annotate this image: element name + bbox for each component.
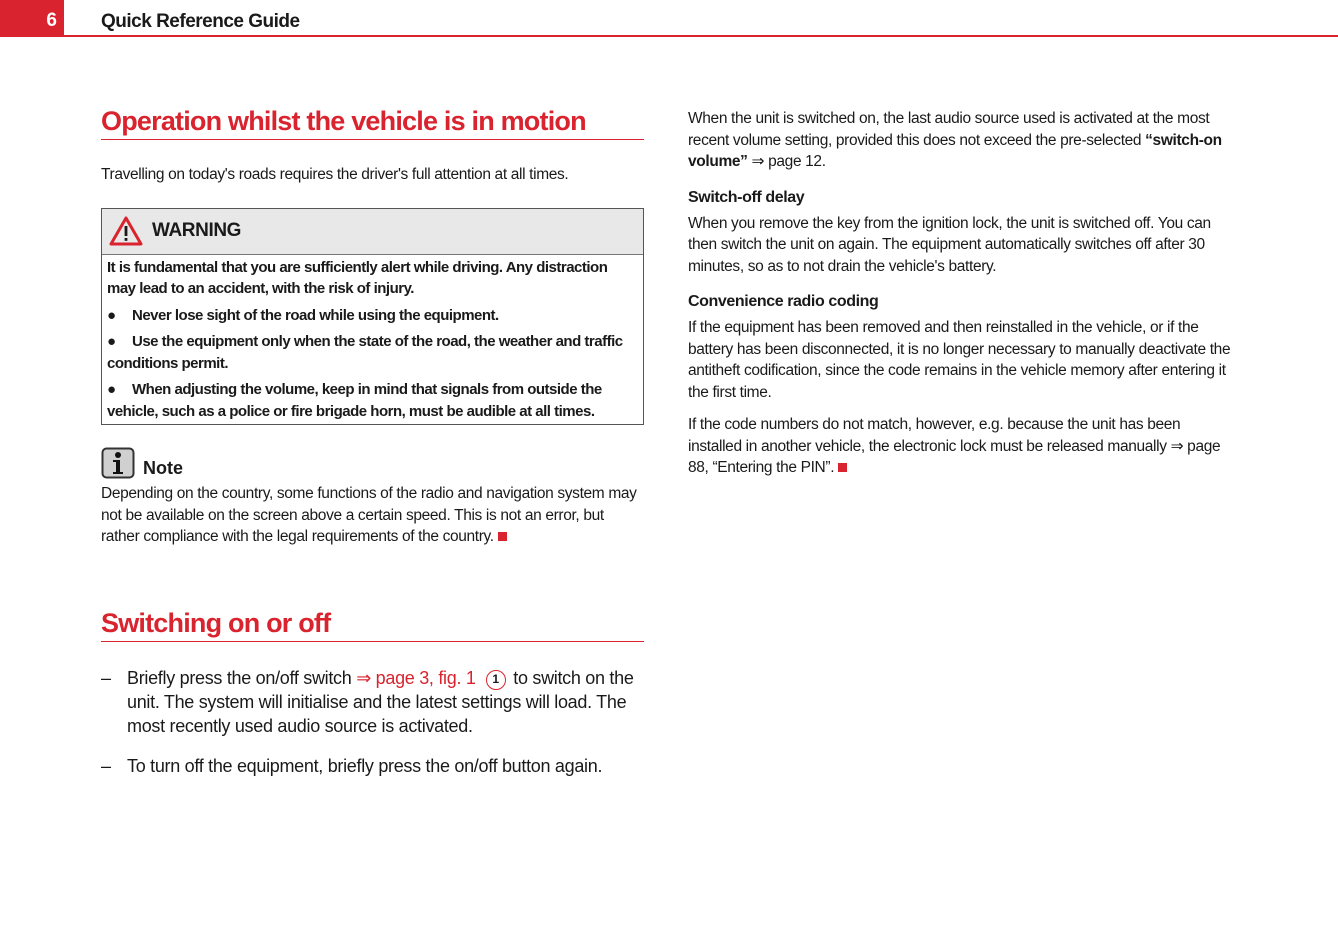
page-link[interactable]: ⇒ page 3, fig. 1 bbox=[356, 667, 476, 688]
note-text bbox=[101, 483, 644, 548]
step-item bbox=[101, 666, 644, 738]
paragraph-text: If the code numbers do not match, however, e.g. because the unit has been installed in another vehicle, the electronic lock must be released manually ⇒ page 88, “Entering the PIN”. bbox=[688, 416, 1221, 476]
paragraph-text: When the unit is switched on, the last audio source used is activated at the most recent volume setting, provided this does not exceed the pre-selected bbox=[688, 110, 1210, 149]
subheading-switch-off: Switch-off delay bbox=[688, 188, 805, 206]
warning-label: WARNING bbox=[152, 220, 242, 241]
header-title: Quick Reference Guide bbox=[101, 11, 300, 32]
switch-on-text bbox=[688, 108, 1236, 173]
bullet-text: Never lose sight of the road while using the equipment. bbox=[132, 306, 499, 324]
warning-bullet bbox=[107, 331, 637, 374]
step-item bbox=[101, 754, 644, 778]
note-label: Note bbox=[143, 458, 183, 478]
end-marker-icon bbox=[838, 463, 847, 472]
warning-bullet bbox=[107, 305, 637, 327]
switch-on-volume-term: “switch-on volume” bbox=[688, 131, 1222, 170]
warning-triangle-icon bbox=[108, 215, 144, 247]
step-text: Briefly press the on/off switch bbox=[127, 667, 357, 688]
intro-text: Travelling on today's roads requires the driver's full attention at all times. bbox=[101, 166, 569, 183]
note-body: Depending on the country, some functions of the radio and navigation system may not be available on the screen above a certain speed. This is not an error, but rather compliance with the legal requirements of the country. bbox=[101, 485, 637, 545]
step-dash: – bbox=[101, 667, 111, 688]
page-header bbox=[0, 0, 1338, 37]
step-text: To turn off the equipment, briefly press the on/off button again. bbox=[127, 755, 603, 776]
warning-lead: It is fundamental that you are sufficiently alert while driving. Any distraction may lead to an accident, with the risk of injury. bbox=[107, 258, 608, 297]
info-icon bbox=[101, 447, 135, 479]
warning-bullet bbox=[107, 379, 637, 422]
left-column bbox=[101, 106, 644, 778]
warning-header bbox=[102, 209, 643, 255]
bullet-icon: ● bbox=[107, 333, 116, 350]
subheading-radio-coding: Convenience radio coding bbox=[688, 293, 879, 310]
coding-text-2 bbox=[688, 414, 1236, 479]
bullet-text: Use the equipment only when the state of the road, the weather and traffic conditions permit. bbox=[107, 333, 623, 372]
bullet-icon: ● bbox=[107, 306, 116, 324]
bullet-icon: ● bbox=[107, 381, 116, 398]
bullet-text: When adjusting the volume, keep in mind that signals from outside the vehicle, such as a police or fire brigade horn, must be audible at all times. bbox=[107, 381, 602, 420]
coding-text-1: If the equipment has been removed and then reinstalled in the vehicle, or if the battery has been disconnected, it is no longer necessary to manually deactivate the antitheft codification, since the code remains in the vehicle memory after entering it the first time. bbox=[688, 319, 1231, 401]
switch-off-text: When you remove the key from the ignition lock, the unit is switched off. You can then switch the unit on again. The equipment automatically switches off after 30 minutes, so as to not drain the vehicle's battery. bbox=[688, 214, 1211, 275]
step-text: to switch on the unit. The system will initialise and the latest settings will load. The most recently used audio source is activated. bbox=[127, 667, 634, 736]
right-column bbox=[688, 108, 1236, 479]
page-number: 6 bbox=[0, 0, 64, 37]
warning-box bbox=[101, 208, 644, 426]
note-header bbox=[101, 447, 644, 479]
section-title-switching: Switching on or off bbox=[101, 608, 644, 642]
page-reference: ⇒ page 12. bbox=[747, 153, 826, 170]
end-marker-icon bbox=[498, 532, 507, 541]
callout-number-icon: 1 bbox=[486, 670, 506, 690]
step-dash: – bbox=[101, 755, 111, 776]
section-title-motion: Operation whilst the vehicle is in motion bbox=[101, 106, 644, 140]
